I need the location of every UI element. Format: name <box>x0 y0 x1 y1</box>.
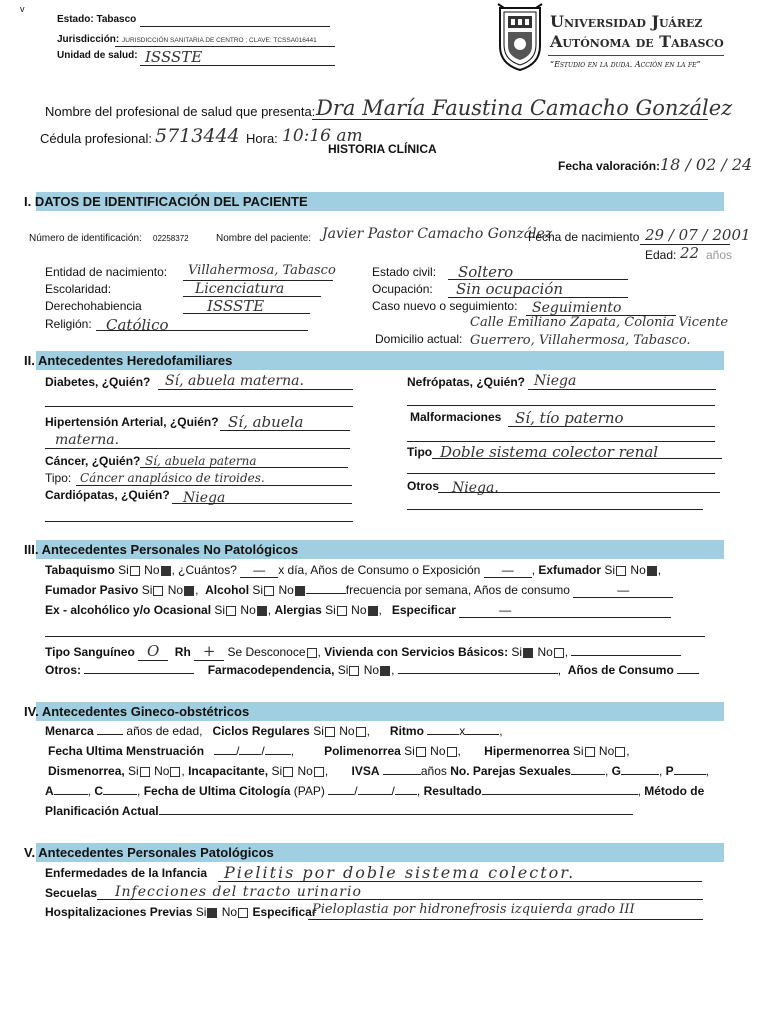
anos-consumo-field: — <box>573 583 673 598</box>
poli-no-label: No <box>430 744 446 758</box>
pasivo-no-label: No <box>167 583 184 597</box>
p-label: P <box>665 764 674 778</box>
poli-si-checkbox[interactable] <box>416 747 426 757</box>
derecho-label: Derechohabiencia <box>45 299 142 313</box>
fum-yy[interactable] <box>265 754 291 755</box>
fum-label: Fecha Ultima Menstruación <box>48 744 205 758</box>
edad-unit: años <box>706 248 733 262</box>
otros-line <box>438 492 720 493</box>
malf-line2 <box>407 441 715 442</box>
unidad-label: Unidad de salud: <box>57 50 138 61</box>
c-field[interactable] <box>103 794 137 795</box>
farmaco-no-checkbox[interactable] <box>380 666 390 676</box>
secuelas-label: Secuelas <box>45 886 98 900</box>
doc-title: HISTORIA CLÍNICA <box>328 142 437 156</box>
section4-title: Antecedentes Gineco-obstétricos <box>41 704 250 719</box>
exfumador-no-label: No <box>630 563 646 577</box>
unidad-value: ISSSTE <box>145 48 203 66</box>
hora-label: Hora: <box>246 131 278 146</box>
planificacion-label: Planificación Actual <box>45 804 159 818</box>
fumador-row: Fumador Pasivo Si No , Alcohol Si No frecuencia por semana, Años de consumo — <box>45 583 673 598</box>
derecho-value: ISSSTE <box>207 297 265 315</box>
pasivo-si-checkbox[interactable] <box>153 586 163 596</box>
ciclos-no-checkbox[interactable] <box>356 727 366 737</box>
hta-value: Sí, abuela <box>228 413 304 431</box>
section2-title: Antecedentes Heredofamiliares <box>37 353 233 368</box>
vivienda-si-label: Si <box>511 645 523 659</box>
alcohol-no-checkbox[interactable] <box>295 586 305 596</box>
infancia-value: Pielitis por doble sistema colector. <box>224 863 576 882</box>
poli-si-label: Si <box>404 744 415 758</box>
section5-num: V. <box>24 845 36 860</box>
secuelas-line <box>97 899 703 900</box>
ritmo-label: Ritmo <box>389 724 424 738</box>
exalcohol-no-checkbox[interactable] <box>257 606 267 616</box>
dis-no-checkbox[interactable] <box>170 767 180 777</box>
section2-header <box>24 351 232 370</box>
planificacion-row <box>45 804 633 818</box>
dis-no-label: No <box>154 764 170 778</box>
cedula-value: 5713444 <box>155 125 240 147</box>
alergias-si-label: Si <box>325 603 336 617</box>
jurisdiccion <box>57 34 317 45</box>
otros-label: Otros <box>407 479 440 493</box>
cardio-line <box>172 503 352 504</box>
alcohol-si-label: Si <box>252 583 264 597</box>
frecuencia-label: frecuencia por semana, Años de consumo <box>345 583 570 597</box>
hta-line2 <box>45 448 350 449</box>
caso-value: Seguimiento <box>532 300 622 316</box>
tabaquismo-no-checkbox[interactable] <box>161 566 171 576</box>
incapacitante-label: Incapacitante, <box>188 764 269 778</box>
section3-title: Antecedentes Personales No Patológicos <box>41 542 299 557</box>
especificar-field: — <box>459 603 671 618</box>
ritmo-field1[interactable] <box>427 734 459 735</box>
ocupacion-value: Sin ocupación <box>456 280 564 298</box>
hosp-label: Hospitalizaciones Previas <box>45 905 193 919</box>
ivsa-label: IVSA <box>351 764 380 778</box>
otros3-field[interactable] <box>84 673 194 674</box>
fecha-valoracion-label: Fecha valoración: <box>558 159 661 173</box>
cardio-line2 <box>45 521 353 522</box>
paciente-value: Javier Pastor Camacho González <box>322 226 553 242</box>
desconoce-label: Se Desconoce <box>227 645 306 659</box>
nefro-label: Nefrópatas, ¿Quién? <box>407 375 526 389</box>
ritmo-field2[interactable] <box>465 734 499 735</box>
profesional-line <box>312 119 708 120</box>
farmaco-anos-field[interactable] <box>677 673 699 674</box>
jurisdiccion-label: Jurisdicción: <box>57 34 120 45</box>
section1-title: DATOS DE IDENTIFICACIÓN DEL PACIENTE <box>34 194 308 209</box>
hta-value2: materna. <box>55 432 120 448</box>
malf-value: Sí, tío paterno <box>515 409 624 427</box>
exalcohol-si-label: Si <box>214 603 226 617</box>
religion-line <box>96 330 308 331</box>
secuelas-value: Infecciones del tracto urinario <box>115 884 362 900</box>
inc-si-label: Si <box>271 764 283 778</box>
university-motto: “Estudio en la duda. Acción en la fe” <box>550 60 701 69</box>
cardio-label: Cardiópatas, ¿Quién? <box>45 488 170 502</box>
ivsa-anos-label: años <box>420 764 447 778</box>
exalcohol-row: Ex - alcohólico y/o Ocasional Si No , Alergias Si No , Especificar — <box>45 603 671 618</box>
inc-no-label: No <box>297 764 313 778</box>
religion-label: Religión: <box>45 317 92 331</box>
escolaridad-label: Escolaridad: <box>45 282 112 296</box>
tabaquismo-no-label: No <box>144 563 160 577</box>
hosp-especificar-label: Especificar <box>252 905 317 919</box>
tabaquismo-label: Tabaquismo <box>45 563 115 577</box>
ciclos-si-label: Si <box>313 724 324 738</box>
farmaco-label: Farmacodependencia, <box>207 663 335 677</box>
nacimiento-label: Fecha de nacimiento <box>528 230 640 244</box>
farmaco-si-checkbox[interactable] <box>349 666 359 676</box>
otros3-label: Otros: <box>45 663 81 677</box>
section1-num: I. <box>24 194 32 209</box>
cancer-label: Cáncer, ¿Quién? <box>45 454 141 468</box>
cancer-value: Sí, abuela paterna <box>145 454 257 468</box>
vivienda-field[interactable] <box>571 655 681 656</box>
domicilio-line1: Calle Emiliano Zapata, Colonia Vicente <box>470 315 729 330</box>
frecuencia-field[interactable] <box>306 593 346 594</box>
jurisdiccion-value: JURISDICCIÓN SANITARIA DE CENTRO ; CLAVE: TCSSA016441 <box>122 37 317 44</box>
infancia-label: Enfermedades de la Infancia <box>45 866 208 880</box>
section4-header <box>24 702 249 721</box>
ciclos-si-checkbox[interactable] <box>325 727 335 737</box>
hta-line <box>220 430 350 431</box>
estado-line <box>140 26 330 27</box>
vivienda-label: Vivienda con Servicios Básicos: <box>324 645 509 659</box>
xdia-label: x día, Años de Consumo o Exposición <box>278 563 481 577</box>
parejas-label: No. Parejas Sexuales <box>450 764 571 778</box>
paciente-label: Nombre del paciente: <box>216 233 312 244</box>
diabetes-label: Diabetes, ¿Quién? <box>45 375 151 389</box>
vivienda-si-checkbox[interactable] <box>523 648 533 658</box>
university-rule <box>548 55 724 56</box>
alcohol-si-checkbox[interactable] <box>264 586 274 596</box>
civil-label: Estado civil: <box>372 265 437 279</box>
dis-si-label: Si <box>128 764 139 778</box>
hosp-no-checkbox[interactable] <box>238 908 248 918</box>
tabaquismo-si-label: Si <box>118 563 129 577</box>
diabetes-line <box>158 389 353 390</box>
pasivo-si-label: Si <box>141 583 153 597</box>
hosp-value: Pieloplastia por hidronefrosis izquierda grado III <box>312 902 635 917</box>
section2-num: II. <box>24 353 35 368</box>
pap-abbr: (PAP) <box>293 784 325 798</box>
hipermenorrea-label: Hipermenorrea <box>484 744 570 758</box>
exalcohol-si-checkbox[interactable] <box>226 606 236 616</box>
resultado-field[interactable] <box>482 794 638 795</box>
dismenorrea-label: Dismenorrea, <box>48 764 125 778</box>
tipo2-line2 <box>407 473 715 474</box>
id-value: 02258372 <box>153 234 189 243</box>
tipo-value: Cáncer anaplásico de tiroides. <box>80 471 265 485</box>
ocupacion-label: Ocupación: <box>372 282 433 296</box>
exfumador-si-checkbox[interactable] <box>616 566 626 576</box>
profesional-value: Dra María Faustina Camacho González <box>316 96 733 120</box>
edad-label: Edad: <box>645 248 677 262</box>
menarca-row: Menarca años de edad, Ciclos Regulares Si No , Ritmo x , <box>45 724 503 738</box>
c-label: C <box>94 784 104 798</box>
cardio-value: Niega <box>183 490 226 506</box>
otros-row: Otros: Farmacodependencia, Si No , , Años de Consumo <box>45 663 699 677</box>
hosp-si-checkbox[interactable] <box>207 908 217 918</box>
rh-label: Rh <box>174 645 191 659</box>
cedula-label: Cédula profesional: <box>40 131 153 146</box>
pasivo-no-checkbox[interactable] <box>184 586 194 596</box>
tipo-sanguineo-value: O <box>138 642 168 661</box>
desconoce-checkbox[interactable] <box>307 648 317 658</box>
hiper-si-checkbox[interactable] <box>585 747 595 757</box>
vivienda-no-label: No <box>537 645 553 659</box>
nefro-line <box>528 389 716 390</box>
dismenorrea-row: Dismenorrea, Si No , Incapacitante, Si No , IVSA años No. Parejas Sexuales , G , P , <box>48 764 710 778</box>
cuantos-label: , ¿Cuántos? <box>171 563 237 577</box>
tipo-label: Tipo: <box>45 471 72 485</box>
ciclos-label: Ciclos Regulares <box>212 724 310 738</box>
menarca-label: Menarca <box>45 724 94 738</box>
anos-exposicion-field: — <box>484 563 532 578</box>
dis-si-checkbox[interactable] <box>140 767 150 777</box>
tipo2-value: Doble sistema colector renal <box>440 443 659 461</box>
pap-mm[interactable] <box>358 794 392 795</box>
infancia-line <box>218 881 702 882</box>
hta-label: Hipertensión Arterial, ¿Quién? <box>45 415 219 429</box>
tabaquismo-si-checkbox[interactable] <box>130 566 140 576</box>
g-field[interactable] <box>621 774 659 775</box>
exfumador-no-checkbox[interactable] <box>647 566 657 576</box>
section3-header <box>24 540 298 559</box>
hosp-no-label: No <box>221 905 238 919</box>
exfumador-label: Exfumador <box>538 563 602 577</box>
section5-header <box>24 843 274 862</box>
menarca-field[interactable] <box>97 734 123 735</box>
resultado-label: Resultado <box>423 784 482 798</box>
pap-dd[interactable] <box>328 794 354 795</box>
caso-label: Caso nuevo o seguimiento: <box>372 299 518 313</box>
alergias-label: Alergias <box>274 603 322 617</box>
fum-dd[interactable] <box>214 754 236 755</box>
ocupacion-line <box>448 297 628 298</box>
fum-row: Fecha Ultima Menstruación / / , Polimenorrea Si No , Hipermenorrea Si No , <box>48 744 630 758</box>
polimenorrea-label: Polimenorrea <box>324 744 401 758</box>
diabetes-value: Sí, abuela materna. <box>165 373 304 389</box>
rh-value: + <box>194 642 224 661</box>
estado-label: Estado: Tabasco <box>57 14 137 25</box>
religion-value: Católico <box>106 316 169 334</box>
tabaquismo-row: Tabaquismo Si No , ¿Cuántos? — x día, Años de Consumo o Exposición — , Exfumador Si No , <box>45 563 662 577</box>
inc-si-checkbox[interactable] <box>283 767 293 777</box>
ritmo-x: x <box>459 724 466 738</box>
otros-value: Niega. <box>452 480 499 496</box>
g-label: G <box>611 764 621 778</box>
edad-value: 22 <box>680 244 700 262</box>
domicilio-label: Domicilio actual: <box>375 332 463 346</box>
fum-mm[interactable] <box>239 754 261 755</box>
otros-line2 <box>407 509 703 510</box>
parejas-field[interactable] <box>571 774 605 775</box>
section1-header <box>24 192 308 211</box>
hosp-si-label: Si <box>195 905 207 919</box>
malf-line <box>508 426 715 427</box>
escolaridad-value: Licenciatura <box>195 281 285 297</box>
nefro-line2 <box>407 405 715 406</box>
fecha-valoracion-value: 18 / 02 / 24 <box>660 155 753 174</box>
exalcohol-label: Ex - alcohólico y/o Ocasional <box>45 603 212 617</box>
alergias-si-checkbox[interactable] <box>337 606 347 616</box>
planificacion-field[interactable] <box>159 814 633 815</box>
university-seal-logo <box>496 2 544 72</box>
hiper-no-label: No <box>598 744 615 758</box>
especificar-label: Especificar <box>391 603 456 617</box>
unidad-line <box>140 65 335 66</box>
nefro-value: Niega <box>534 373 577 389</box>
pap-row: A , C , Fecha de Ultima Citología (PAP) / / , Resultado , Método de <box>45 784 705 798</box>
derecho-line <box>183 313 310 314</box>
corner-mark: v <box>20 4 25 14</box>
ciclos-no-label: No <box>339 724 355 738</box>
p-field[interactable] <box>674 774 706 775</box>
tipo-line <box>76 485 352 486</box>
university-name-line1: Universidad Juárez <box>550 12 703 31</box>
a-field[interactable] <box>54 794 88 795</box>
anos-edad-label: años de edad, <box>126 724 203 738</box>
tipo-sanguineo-label: Tipo Sanguíneo <box>45 645 135 659</box>
pap-label: Fecha de Ultima Citología <box>143 784 291 798</box>
tipo2-line <box>432 458 722 459</box>
alergias-line2 <box>45 636 705 637</box>
profesional-label: Nombre del profesional de salud que presenta: <box>45 104 316 119</box>
metodo-label: Método de <box>644 784 705 798</box>
civil-value: Soltero <box>458 263 514 281</box>
alergias-no-label: No <box>351 603 367 617</box>
hiper-no-checkbox[interactable] <box>615 747 625 757</box>
farmaco-no-label: No <box>363 663 380 677</box>
id-label: Número de identificación: <box>29 233 142 244</box>
farmaco-field[interactable] <box>398 673 558 674</box>
alcohol-no-label: No <box>278 583 294 597</box>
entidad-label: Entidad de nacimiento: <box>45 265 168 279</box>
a-label: A <box>45 784 54 798</box>
nacimiento-value: 29 / 07 / 2001 <box>645 226 751 244</box>
ivsa-field[interactable] <box>383 774 421 775</box>
section4-num: IV. <box>24 704 39 719</box>
farmaco-si-label: Si <box>337 663 349 677</box>
malf-label: Malformaciones <box>410 410 502 424</box>
inc-no-checkbox[interactable] <box>314 767 324 777</box>
diabetes-line2 <box>45 406 353 407</box>
hiper-si-label: Si <box>572 744 584 758</box>
section5-title: Antecedentes Personales Patológicos <box>38 845 274 860</box>
alcohol-label: Alcohol <box>205 583 250 597</box>
sanguineo-row: Tipo Sanguíneo O Rh + Se Desconoce , Vivienda con Servicios Básicos: Si No , <box>45 642 681 661</box>
vivienda-no-checkbox[interactable] <box>554 648 564 658</box>
exalcohol-no-label: No <box>240 603 256 617</box>
hosp-line <box>308 919 703 920</box>
tipo2-label: Tipo <box>407 445 433 459</box>
entidad-value: Villahermosa, Tabasco <box>188 263 336 278</box>
fumador-pasivo-label: Fumador Pasivo <box>45 583 139 597</box>
farmaco-anos-label: Años de Consumo <box>567 663 674 677</box>
poli-no-checkbox[interactable] <box>447 747 457 757</box>
exfumador-si-label: Si <box>604 563 616 577</box>
hosp-row <box>45 905 317 919</box>
jurisdiccion-line <box>115 46 335 47</box>
domicilio-line2: Guerrero, Villahermosa, Tabasco. <box>470 333 691 348</box>
alergias-no-checkbox[interactable] <box>368 606 378 616</box>
pap-yy[interactable] <box>395 794 417 795</box>
cuantos-field: — <box>240 563 278 578</box>
university-name-line2: Autónoma de Tabasco <box>550 32 724 51</box>
cancer-line <box>140 467 348 468</box>
section3-num: III. <box>24 542 39 557</box>
hora-value: 10:16 am <box>282 126 363 146</box>
